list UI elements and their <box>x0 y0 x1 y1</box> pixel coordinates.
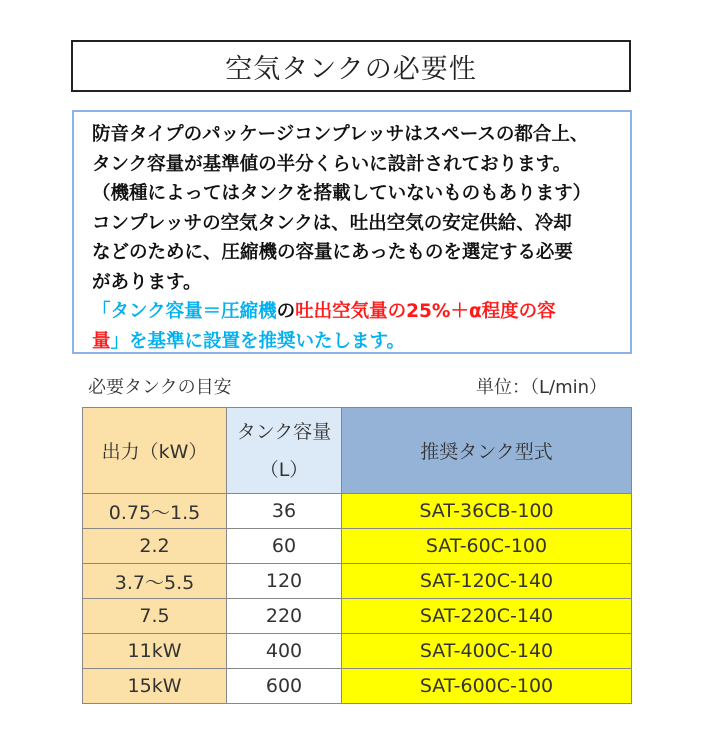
table-caption: 必要タンクの目安 <box>88 377 232 398</box>
tank-spec-table <box>82 407 632 704</box>
description-line: があります。 <box>92 271 202 293</box>
capacity-cell: 36 <box>227 494 342 529</box>
page-title: 空気タンクの必要性 <box>71 40 631 92</box>
header-capacity <box>227 408 342 494</box>
output-cell: 15kW <box>83 669 227 704</box>
unit-label: 単位：（L/min） <box>476 377 608 398</box>
capacity-cell: 220 <box>227 599 342 634</box>
output-cell: 11kW <box>83 634 227 669</box>
description-line: （機種によってはタンクを搭載していないものもあります） <box>92 183 592 204</box>
model-cell: SAT-220C-140 <box>342 599 632 634</box>
capacity-cell: 600 <box>227 669 342 704</box>
header-capacity-unit: （L） <box>259 458 309 481</box>
header-capacity-label: タンク容量 <box>236 420 332 443</box>
output-cell: 3.7～5.5 <box>83 564 227 599</box>
description-line: コンプレッサの空気タンクは、吐出空気の安定供給、冷却 <box>92 212 572 234</box>
model-cell: SAT-36CB-100 <box>342 494 632 529</box>
table-row <box>83 669 632 704</box>
highlight-line <box>92 297 614 327</box>
table-row <box>83 494 632 529</box>
highlight-red-text: 吐出空気量の25%＋α程度の容 <box>295 301 556 322</box>
highlight-connector-text: の <box>276 301 296 322</box>
header-model: 推奨タンク型式 <box>342 408 632 494</box>
model-cell: SAT-400C-140 <box>342 634 632 669</box>
table-row <box>83 634 632 669</box>
output-cell: 7.5 <box>83 599 227 634</box>
output-cell: 2.2 <box>83 529 227 564</box>
header-output: 出力（kW） <box>83 408 227 494</box>
table-row <box>83 529 632 564</box>
highlight-blue-text: 」を基準に設置を推奨いたします。 <box>110 330 406 352</box>
model-cell: SAT-120C-140 <box>342 564 632 599</box>
capacity-cell: 400 <box>227 634 342 669</box>
model-cell: SAT-600C-100 <box>342 669 632 704</box>
capacity-cell: 120 <box>227 564 342 599</box>
description-line: 防音タイプのパッケージコンプレッサはスペースの都合上、 <box>92 124 589 145</box>
highlight-blue-text: 「タンク容量＝圧縮機 <box>92 301 277 322</box>
output-cell: 0.75～1.5 <box>83 494 227 529</box>
table-row <box>83 564 632 599</box>
description-line: タンク容量が基準値の半分くらいに設計されております。 <box>92 153 572 175</box>
capacity-cell: 60 <box>227 529 342 564</box>
description-box <box>72 110 632 354</box>
table-row <box>83 599 632 634</box>
table-header-row <box>83 408 632 494</box>
highlight-red-text: 量 <box>92 330 111 352</box>
model-cell: SAT-60C-100 <box>342 529 632 564</box>
description-line: などのために、圧縮機の容量にあったものを選定する必要 <box>92 242 573 263</box>
highlight-line <box>92 327 614 357</box>
